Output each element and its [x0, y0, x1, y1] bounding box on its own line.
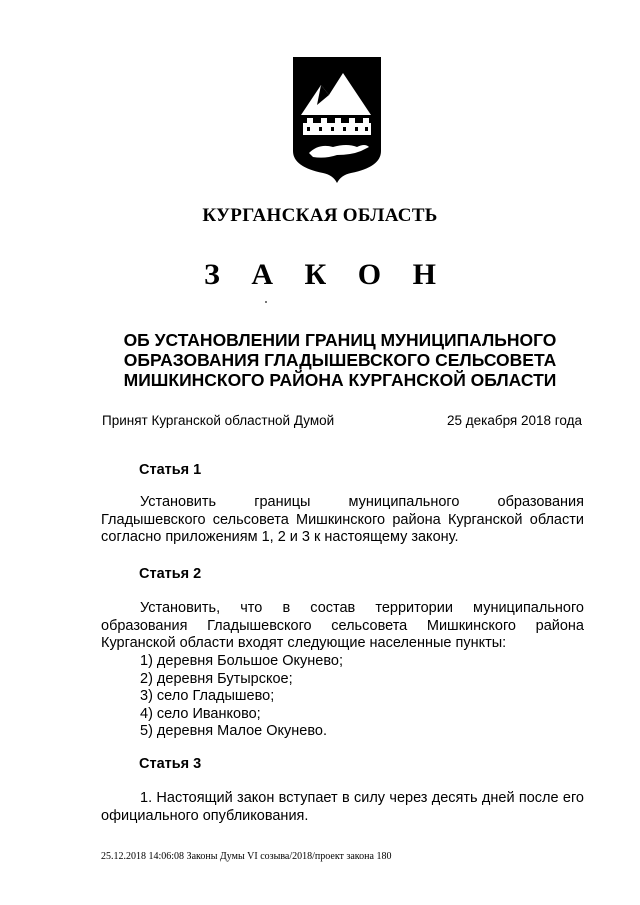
- list-item: 5) деревня Малое Окунево.: [140, 723, 327, 739]
- article-3-text: 1. Настоящий закон вступает в силу через десять дней после его официального опубликования.: [101, 790, 584, 824]
- list-item: 2) деревня Бутырское;: [140, 670, 293, 687]
- list-item: 4) село Иванково;: [140, 705, 261, 722]
- article-2-title: Статья 2: [139, 566, 202, 582]
- adopted-by: Принят Курганской областной Думой: [102, 413, 335, 428]
- article-3-title: Статья 3: [139, 756, 202, 772]
- law-title-line: МИШКИНСКОГО РАЙОНА КУРГАНСКОЙ ОБЛАСТИ: [123, 370, 557, 390]
- law-title: [100, 330, 580, 390]
- coat-of-arms-icon: [291, 55, 383, 185]
- article-1-text: Установить границы муниципального образования Гладышевского сельсовета Мишкинского района Курганской области согласно приложениям 1, 2 и 3 к настоящему закону.: [101, 494, 584, 545]
- article-1-title: Статья 1: [139, 462, 202, 478]
- settlement-list: [140, 653, 343, 741]
- list-item: 3) село Гладышево;: [140, 688, 275, 704]
- region-name: КУРГАНСКАЯ ОБЛАСТЬ: [202, 205, 438, 226]
- document-type: З А К О Н: [204, 258, 448, 291]
- law-title-line: ОБ УСТАНОВЛЕНИИ ГРАНИЦ МУНИЦИПАЛЬНОГО: [123, 330, 557, 350]
- law-title-line: ОБРАЗОВАНИЯ ГЛАДЫШЕВСКОГО СЕЛЬСОВЕТА: [123, 350, 557, 370]
- scan-speck: [265, 301, 267, 303]
- list-item: 1) деревня Большое Окунево;: [140, 653, 343, 669]
- adoption-date: 25 декабря 2018 года: [446, 413, 582, 428]
- article-2-text: Установить, что в состав территории муниципального образования Гладышевского сельсовета Мишкинского района Курганской области входят следующие населенные пункты:: [101, 600, 584, 651]
- footer-stamp: 25.12.2018 14:06:08 Законы Думы VI созыва/2018/проект закона 180: [101, 851, 392, 862]
